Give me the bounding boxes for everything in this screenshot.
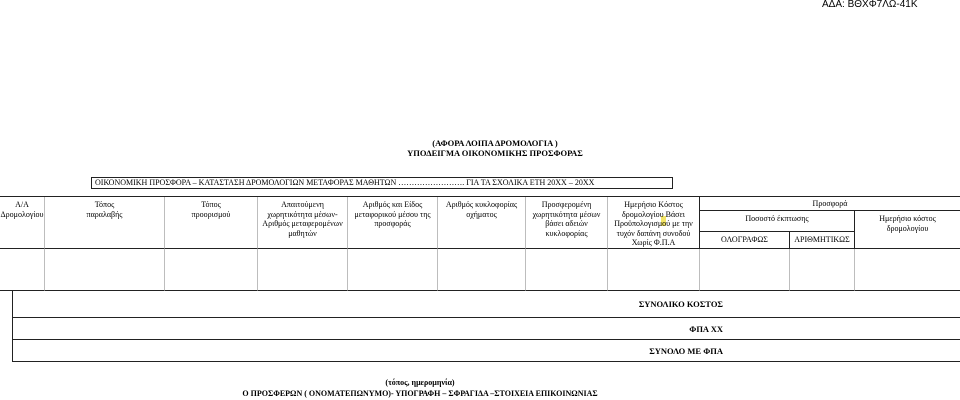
table-cell — [258, 249, 348, 291]
col-header-daily-cost-offer — [855, 211, 960, 249]
header-line: Τόπος — [201, 200, 221, 209]
header-line: προορισμού — [191, 209, 231, 219]
header-line: Ποσοστό έκπτωσης — [745, 214, 809, 223]
vat-label: ΦΠΑ ΧΧ — [689, 323, 723, 334]
header-line: Αριθμός και Είδος — [362, 200, 423, 209]
totals-box — [12, 290, 960, 362]
header-line: μεταφορικού μέσου της — [354, 209, 431, 219]
document-reference-id: ΑΔΑ: ΒΘΧΦ7ΛΩ-41Κ — [822, 0, 918, 10]
table-cell — [526, 249, 608, 291]
header-line: παραλαβής — [86, 209, 123, 219]
col-header-destination — [165, 197, 258, 249]
signature-bidder-line: Ο ΠΡΟΣΦΕΡΩΝ ( ΟΝΟΜΑΤΕΠΩΝΥΜΟ)- ΥΠΟΓΡΑΦΗ – ΣΦΡΑΓΙΔΑ –ΣΤΟΙΧΕΙΑ ΕΠΙΚΟΙΝΩΝΙΑΣ — [242, 388, 598, 398]
total-row — [13, 340, 960, 362]
offer-table — [0, 196, 960, 291]
header-line: Απαιτούμενη — [281, 200, 324, 209]
heading-subtitle: (ΑΦΟΡΑ ΛΟΙΠΑ ΔΡΟΜΟΛΟΓΙΑ ) — [432, 138, 558, 148]
header-line: βάσει αδειών — [545, 219, 588, 228]
heading-title: ΥΠΟΔΕΙΓΜΑ ΟΙΚΟΝΟΜΙΚΗΣ ΠΡΟΣΦΟΡΑΣ — [407, 148, 583, 158]
col-header-registration-no — [438, 197, 526, 249]
header-line: Τόπος — [94, 200, 115, 209]
col-header-offered-capacity — [526, 197, 608, 249]
col-header-discount-in-figures — [790, 232, 855, 249]
header-line: Αριθμός μεταφερομένων — [262, 219, 343, 228]
table-cell — [0, 249, 45, 291]
table-cell — [608, 249, 700, 291]
header-line: Προσφερομένη — [541, 200, 592, 209]
col-header-discount — [700, 211, 855, 232]
col-header-discount-in-words — [700, 232, 790, 249]
header-line: προσφοράς — [374, 219, 411, 228]
header-line: οχήματος — [466, 209, 497, 219]
table-cell — [438, 249, 526, 291]
header-line: χωρητικότητα μέσων — [532, 209, 601, 219]
table-cell — [165, 249, 258, 291]
header-line: Δρομολογίου — [0, 209, 44, 219]
form-title: ΟΙΚΟΝΟΜΙΚΗ ΠΡΟΣΦΟΡΑ – ΚΑΤΑΣΤΑΣΗ ΔΡΟΜΟΛΟΓΙΩΝ ΜΕΤΑΦΟΡΑΣ ΜΑΘΗΤΩΝ ……………………. ΓΙΑ ΤΑ ΣΧΟΛΙΚΑ ΕΤΗ 20ΧΧ – 20ΧΧ — [95, 178, 595, 187]
table-cell — [700, 249, 790, 291]
table-cell — [790, 249, 855, 291]
header-line: ΟΛΟΓΡΑΦΩΣ — [721, 235, 768, 245]
total-row — [13, 290, 960, 318]
total-row — [13, 318, 960, 340]
signature-place-date: (τόπος, ημερομηνία) — [385, 378, 455, 387]
header-line: Αριθμός κυκλοφορίας — [445, 200, 518, 209]
header-line: Ημερήσιο κόστος — [879, 214, 936, 223]
col-header-daily-cost-budget — [608, 197, 700, 249]
header-line: Α/Α — [15, 200, 29, 209]
col-header-route-no — [0, 197, 45, 249]
table-cell — [348, 249, 438, 291]
col-header-required-capacity — [258, 197, 348, 249]
col-header-vehicle-type — [348, 197, 438, 249]
header-line: ΑΡΙΘΜΗΤΙΚΩΣ — [794, 235, 850, 245]
heading — [380, 138, 610, 158]
form-title-box — [91, 177, 673, 189]
col-header-pickup-place — [45, 197, 165, 249]
header-line: κυκλοφορίας — [545, 228, 588, 238]
total-cost-label: ΣΥΝΟΛΙΚΟ ΚΟΣΤΟΣ — [638, 298, 723, 309]
col-header-offer — [700, 197, 960, 211]
signature-block — [210, 378, 630, 399]
header-line: δρομολογίου — [886, 223, 929, 233]
header-line: μαθητών — [288, 228, 317, 238]
header-line: Προσφορά — [812, 198, 848, 208]
header-line: Ημερήσιο Κόστος — [624, 200, 683, 209]
header-line: Προϋπολογισμού με την — [614, 219, 693, 228]
total-with-vat-label: ΣΥΝΟΛΟ ΜΕ ΦΠΑ — [649, 345, 723, 356]
table-cell — [855, 249, 960, 291]
header-line: χωρητικότητα μέσων- — [267, 209, 338, 219]
header-line: δρομολογίου Βάσει — [622, 209, 685, 219]
header-line: Χωρίς Φ.Π.Α — [631, 238, 676, 247]
table-cell — [45, 249, 165, 291]
header-line: τυχόν δαπάνη συνοδού — [616, 228, 691, 238]
